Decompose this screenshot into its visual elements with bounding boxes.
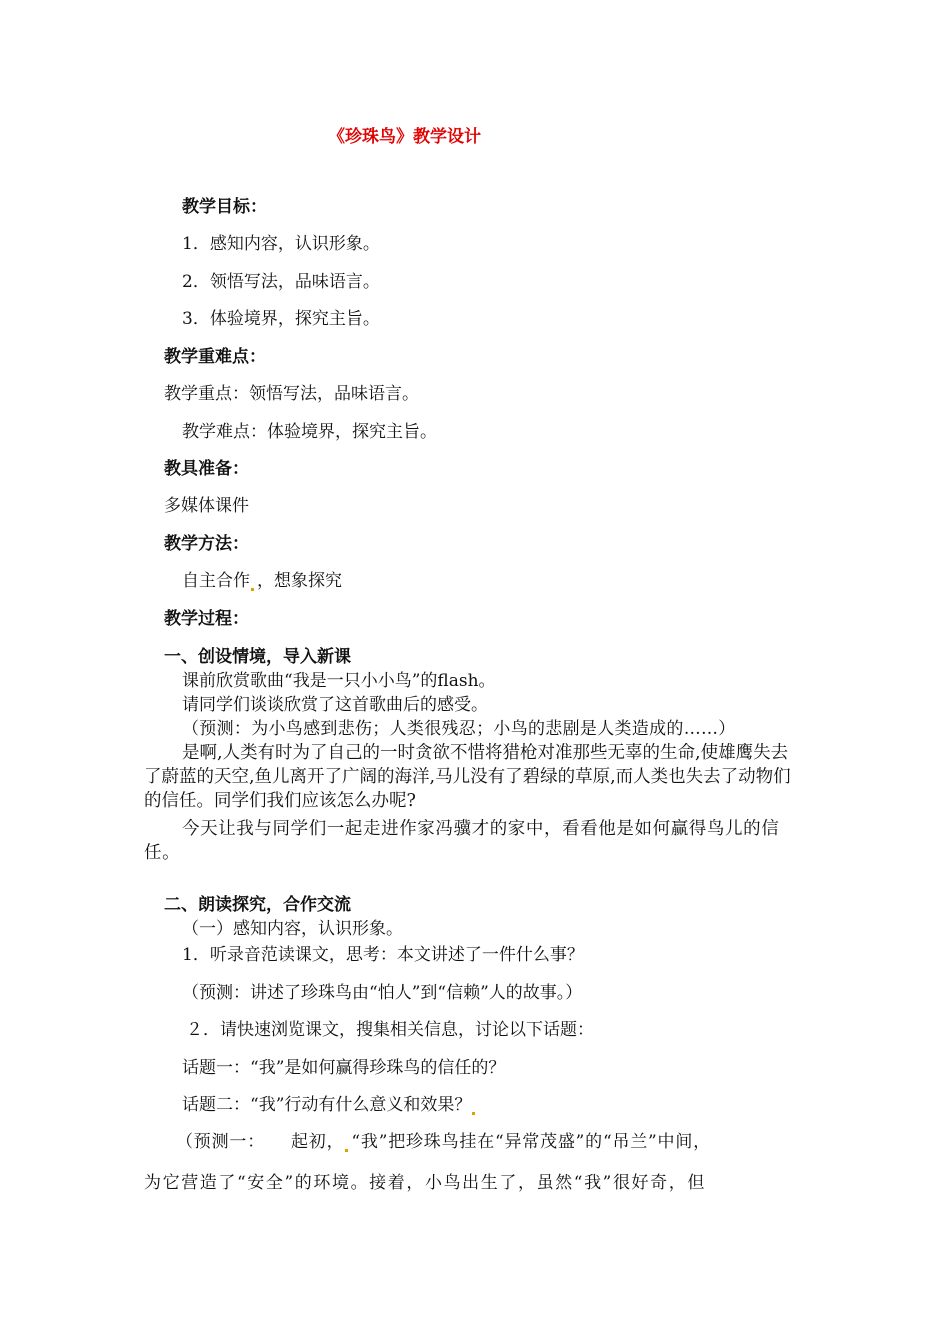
prediction-line-2: 为它营造了“安全”的环境。接着，小鸟出生了，虽然“我”很好奇，但 bbox=[144, 1173, 706, 1193]
section1-paragraph: 今天让我与同学们一起走进作家冯骥才的家中，看看他是如何赢得鸟儿的信任。 bbox=[144, 819, 780, 863]
key-points-heading: 教学重难点： bbox=[164, 347, 266, 367]
topic-text bbox=[182, 1093, 478, 1117]
prediction-label: （预测一： bbox=[176, 1132, 265, 1152]
methods-content-b: ，想象探究 bbox=[257, 571, 342, 591]
objective-item: 1．感知内容，认识形象。 bbox=[182, 234, 380, 254]
objective-item: 3．体验境界，探究主旨。 bbox=[182, 309, 380, 329]
prediction-text-a: 起初， bbox=[291, 1132, 345, 1152]
key-focus-text: 教学重点：领悟写法，品味语言。 bbox=[164, 384, 419, 404]
prediction-line bbox=[176, 1130, 711, 1154]
section1-heading: 一、创设情境，导入新课 bbox=[164, 647, 351, 667]
process-heading: 教学过程： bbox=[164, 609, 249, 629]
topic-text: 话题一：“我”是如何赢得珍珠鸟的信任的？ bbox=[182, 1058, 506, 1078]
mark-dot bbox=[251, 588, 254, 591]
objectives-heading: 教学目标： bbox=[182, 197, 267, 217]
section2-subheading: （一）感知内容，认识形象。 bbox=[182, 919, 403, 939]
tools-heading: 教具准备： bbox=[164, 459, 249, 479]
tools-content: 多媒体课件 bbox=[164, 496, 249, 516]
section1-line: 请同学们谈谈欣赏了这首歌曲后的感受。 bbox=[182, 695, 488, 715]
methods-content bbox=[182, 569, 342, 593]
question-text: 1．听录音范读课文，思考：本文讲述了一件什么事？ bbox=[182, 945, 584, 965]
mark-dot bbox=[472, 1112, 475, 1115]
section1-line: 课前欣赏歌曲“我是一只小小鸟”的flash。 bbox=[182, 671, 496, 691]
section1-paragraph: 是啊,人类有时为了自己的一时贪欲不惜将猎枪对准那些无辜的生命,使雄鹰失去了蔚蓝的天空,鱼儿离开了广阔的海洋,马儿没有了碧绿的草原,而人类也失去了动物们的信任。同学们我们应该怎么办呢? bbox=[144, 743, 791, 811]
methods-heading: 教学方法： bbox=[164, 534, 249, 554]
objective-item: 2．领悟写法，品味语言。 bbox=[182, 272, 380, 292]
answer-text: （预测：讲述了珍珠鸟由“怕人”到“信赖”人的故事。） bbox=[182, 983, 583, 1003]
key-difficulty-text: 教学难点：体验境界，探究主旨。 bbox=[182, 422, 437, 442]
page-title: 《珍珠鸟》教学设计 bbox=[328, 127, 481, 147]
prediction-text-b: “我”把珍珠鸟挂在“异常茂盛”的“吊兰”中间， bbox=[351, 1132, 711, 1152]
methods-content-a: 自主合作 bbox=[182, 571, 250, 591]
question-text: ２．请快速浏览课文，搜集相关信息，讨论以下话题： bbox=[186, 1020, 594, 1040]
section2-heading: 二、朗读探究，合作交流 bbox=[164, 895, 351, 915]
topic-text-content: 话题二：“我”行动有什么意义和效果？ bbox=[182, 1095, 472, 1115]
section1-prediction: （预测：为小鸟感到悲伤；人类很残忍；小鸟的悲剧是人类造成的……） bbox=[182, 719, 736, 739]
mark-dot bbox=[345, 1149, 348, 1152]
